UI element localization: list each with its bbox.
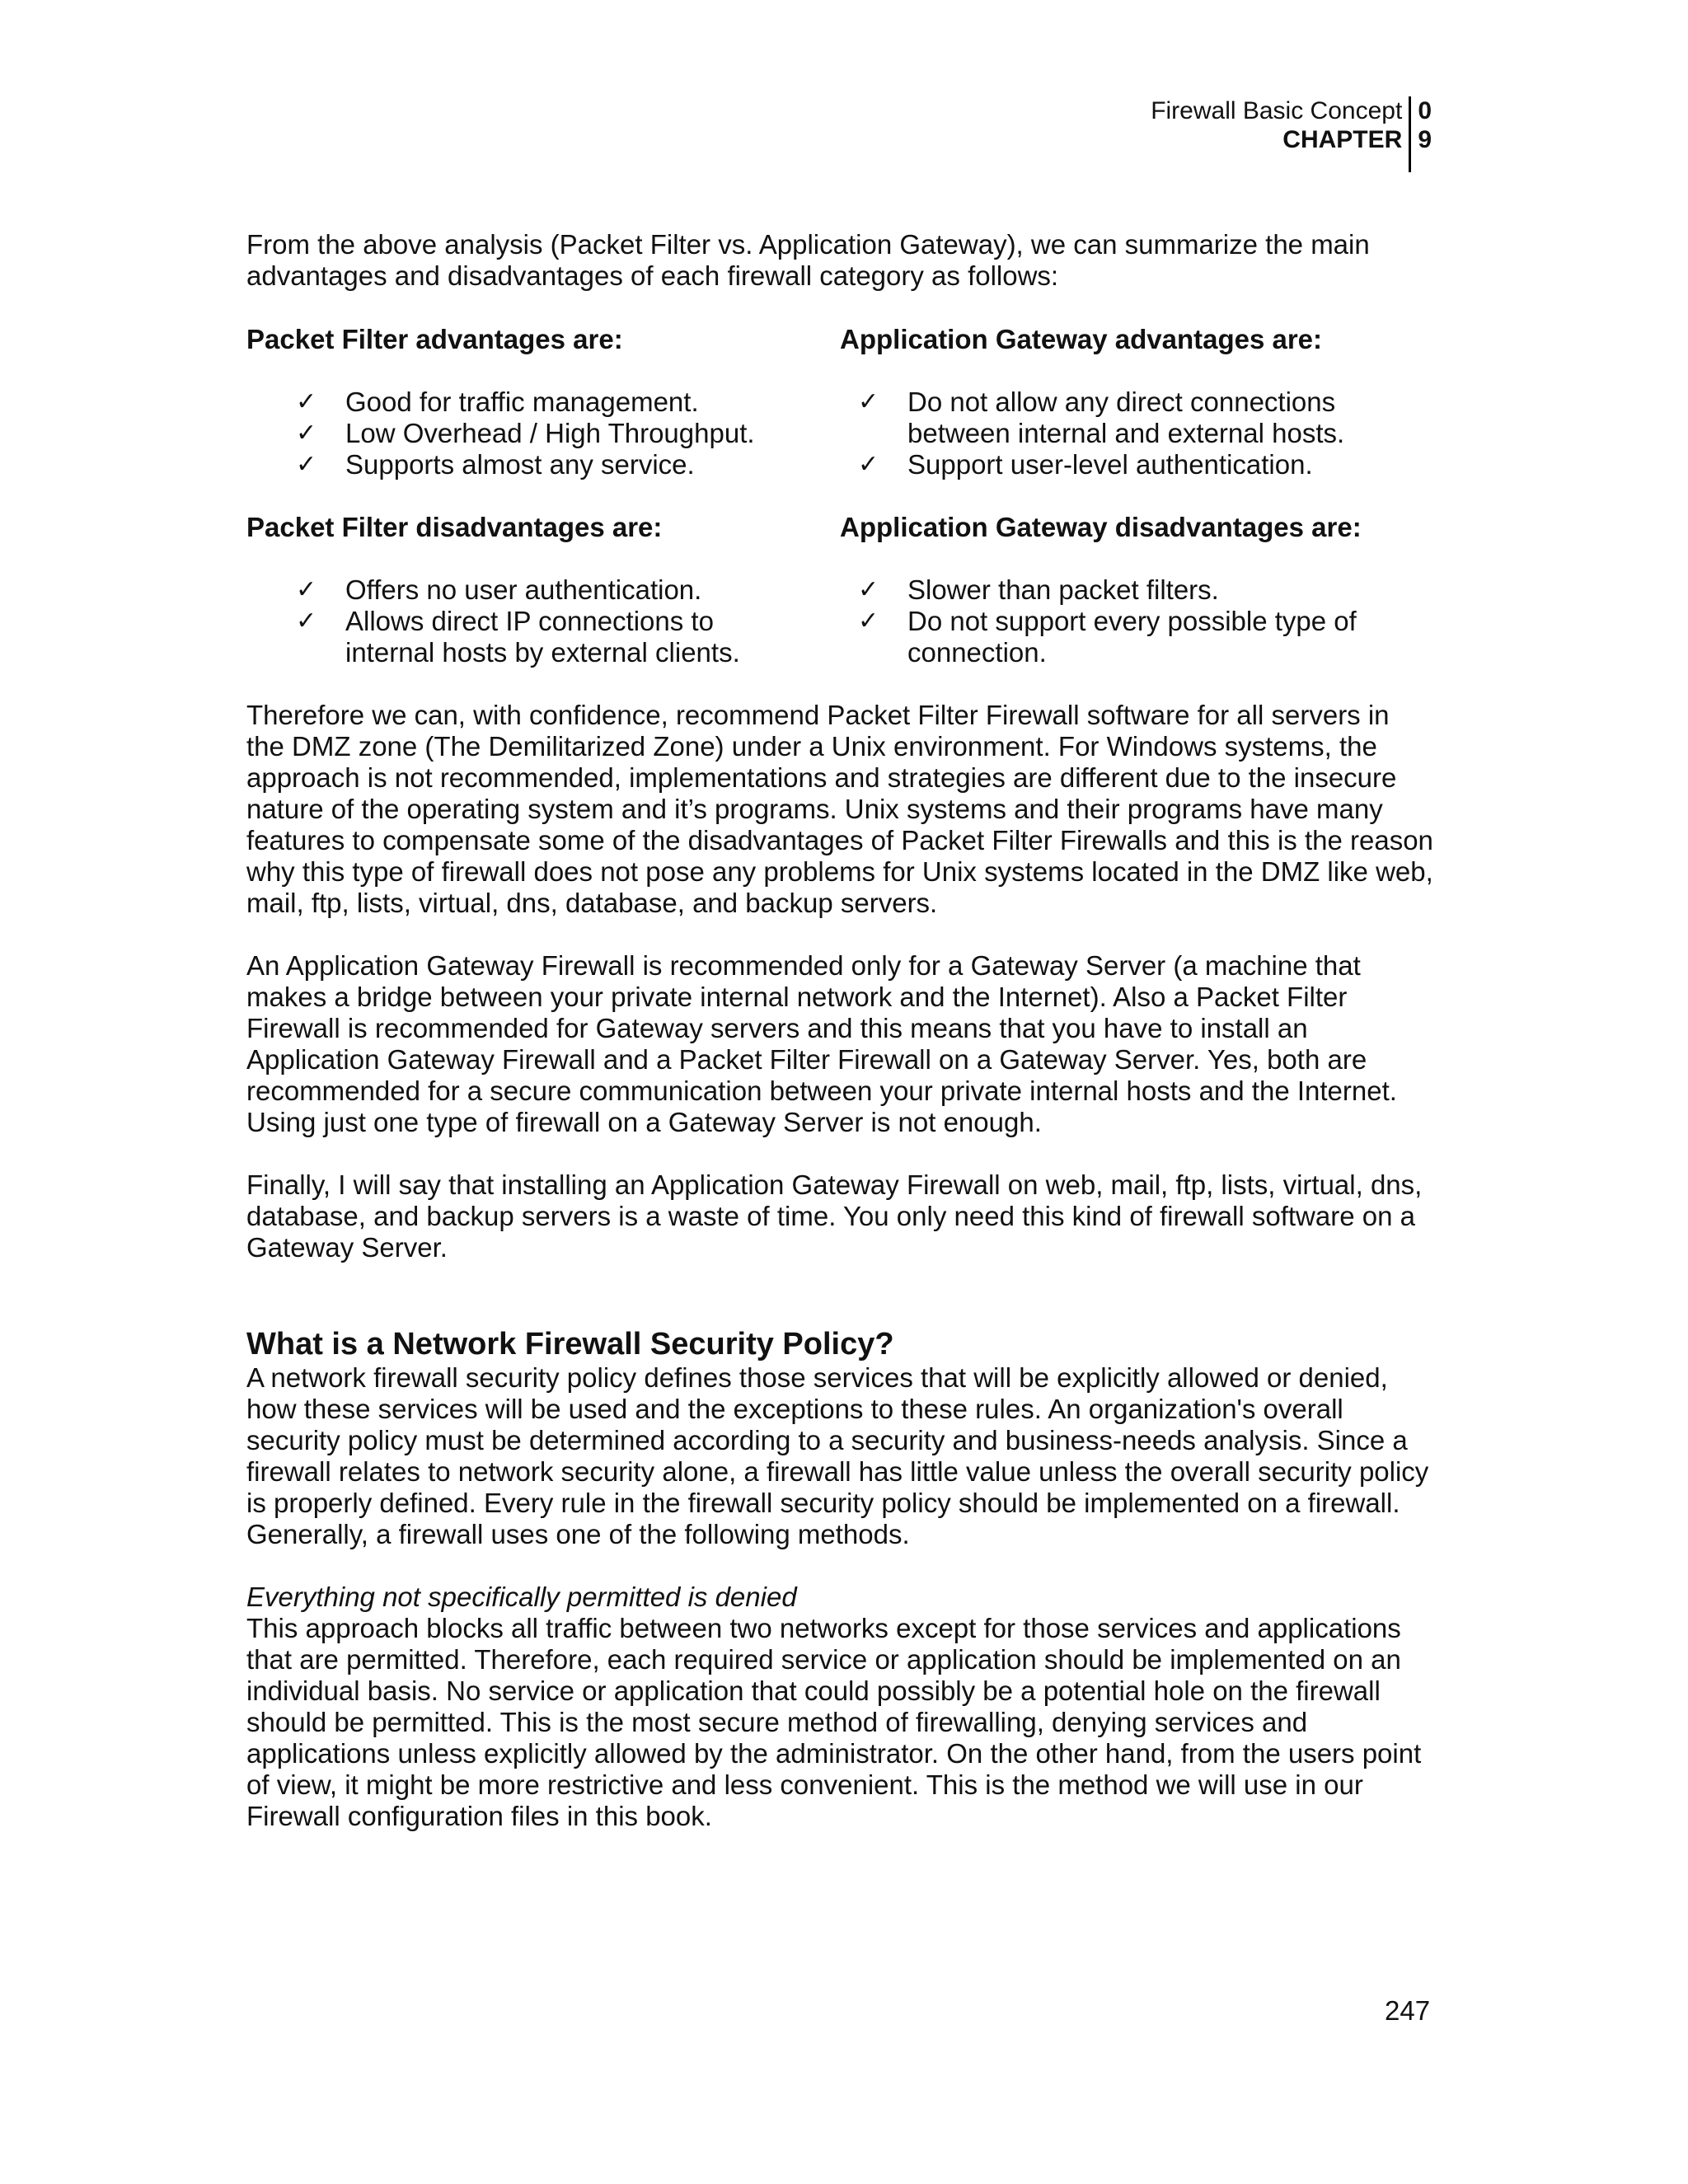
list-item: ✓ Good for traffic management. (296, 387, 699, 417)
packet-filter-column (246, 324, 840, 668)
section-heading: What is a Network Firewall Security Policy? (246, 1327, 894, 1361)
header-left (1151, 96, 1409, 154)
packet-filter-disadvantages-heading: Packet Filter disadvantages are: (246, 512, 663, 542)
check-icon: ✓ (858, 575, 879, 604)
application-gateway-column (840, 324, 1433, 668)
body-paragraph: Finally, I will say that installing an Application Gateway Firewall on web, mail, ftp, lists, virtual, dns, database, and backup servers is a waste of time. You only need this kind of firewall software on a Gateway Server. (246, 1169, 1423, 1263)
policy-paragraph: This approach blocks all traffic between two networks except for those services and applications that are permitted. Therefore, each required service or application should be implemented on an individual basis. No service or application that could possibly be a potential hole on the firewall should be permitted. This is the most secure method of firewalling, denying services and applications unless explicitly allowed by the administrator. On the other hand, from the users point of view, it might be more restrictive and less convenient. This is the method we will use in our Firewall configuration files in this book. (246, 1613, 1422, 1831)
check-icon: ✓ (858, 387, 879, 416)
body-paragraph: An Application Gateway Firewall is recommended only for a Gateway Server (a machine that makes a bridge between your private internal network and the Internet). Also a Packet Filter Firewall is recommended for Gateway servers and this means that you have to install an Application Gateway Firewall and a Packet Filter Firewall on a Gateway Server. Yes, both are recommended for a secure communication between your private internal hosts and the Internet. Using just one type of firewall on a Gateway Server is not enough. (246, 950, 1397, 1137)
packet-filter-advantages-list (246, 387, 840, 480)
packet-filter-advantages-heading: Packet Filter advantages are: (246, 324, 623, 354)
packet-filter-disadvantages-list (246, 574, 840, 668)
application-gateway-advantages-heading: Application Gateway advantages are: (840, 324, 1323, 354)
check-icon: ✓ (296, 575, 317, 604)
list-item: ✓ Do not support every possible type of connection. (858, 606, 1357, 668)
check-icon: ✓ (858, 450, 879, 479)
check-icon: ✓ (296, 607, 317, 635)
check-icon: ✓ (296, 419, 317, 448)
list-item: ✓ Low Overhead / High Throughput. (296, 418, 755, 448)
list-item: ✓ Offers no user authentication. (296, 574, 702, 605)
check-icon: ✓ (858, 607, 879, 635)
page-number: 247 (1385, 1995, 1431, 2026)
policy-subheading: Everything not specifically permitted is denied (246, 1582, 797, 1612)
chapter-label: CHAPTER (1282, 126, 1403, 153)
chapter-number (1411, 96, 1432, 154)
chapter-digit-1: 0 (1418, 97, 1432, 124)
application-gateway-disadvantages-list (840, 574, 1433, 668)
check-icon: ✓ (296, 450, 317, 479)
application-gateway-disadvantages-heading: Application Gateway disadvantages are: (840, 512, 1362, 542)
page-body (246, 229, 1433, 1832)
running-header (1151, 96, 1432, 172)
check-icon: ✓ (296, 387, 317, 416)
list-item: ✓ Supports almost any service. (296, 449, 695, 480)
section-paragraph: A network firewall security policy defines those services that will be explicitly allowed or denied, how these services will be used and the exceptions to these rules. An organization's overall security policy must be determined according to a security and business-needs analysis. Since a firewall relates to network security alone, a firewall has little value unless the overall security policy is properly defined. Every rule in the firewall security policy should be implemented on a firewall. Generally, a firewall uses one of the following methods. (246, 1362, 1429, 1549)
list-item: ✓ Allows direct IP connections to internal hosts by external clients. (296, 606, 740, 668)
intro-paragraph: From the above analysis (Packet Filter vs. Application Gateway), we can summarize the main advantages and disadvantages of each firewall category as follows: (246, 229, 1370, 291)
body-paragraph: Therefore we can, with confidence, recommend Packet Filter Firewall software for all servers in the DMZ zone (The Demilitarized Zone) under a Unix environment. For Windows systems, the approach is not recommended, implementations and strategies are different due to the insecure nature of the operating system and it’s programs. Unix systems and their programs have many features to compensate some of the disadvantages of Packet Filter Firewalls and this is the reason why this type of firewall does not pose any problems for Unix systems located in the DMZ like web, mail, ftp, lists, virtual, dns, database, and backup servers. (246, 700, 1433, 918)
chapter-title: Firewall Basic Concept (1151, 97, 1403, 124)
application-gateway-advantages-list (840, 387, 1433, 480)
comparison-columns (246, 324, 1433, 668)
list-item: ✓ Slower than packet filters. (858, 574, 1219, 605)
chapter-digit-2: 9 (1418, 126, 1432, 153)
list-item: ✓ Do not allow any direct connections between internal and external hosts. (858, 387, 1345, 448)
list-item: ✓ Support user-level authentication. (858, 449, 1313, 480)
